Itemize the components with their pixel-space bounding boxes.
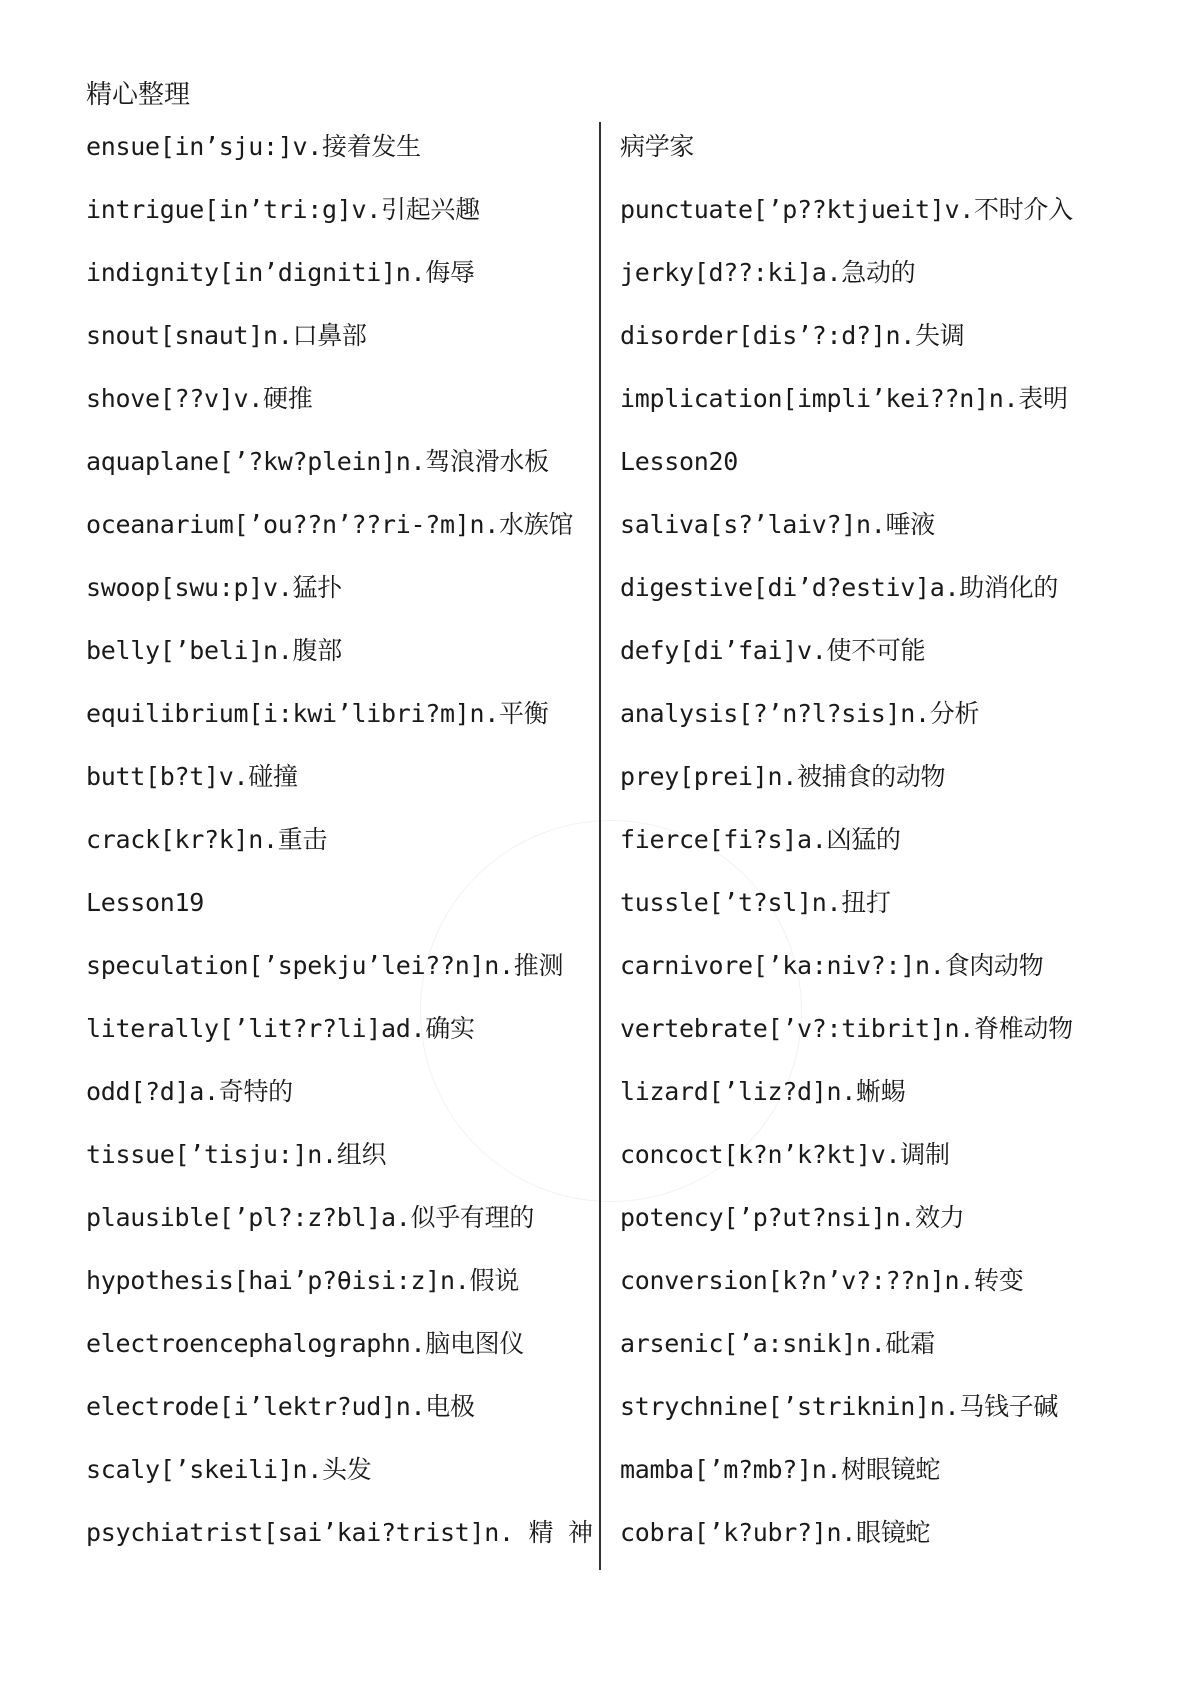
vocab-entry: potency[’p?ut?nsi]n.效力 (620, 1203, 965, 1232)
vocab-entry: crack[kr?k]n.重击 (86, 825, 328, 854)
vocab-entry: odd[?d]a.奇特的 (86, 1077, 293, 1106)
column-divider (599, 122, 601, 1570)
vocab-entry: concoct[k?n’k?kt]v.调制 (620, 1140, 950, 1169)
vocab-entry: vertebrate[’v?:tibrit]n.脊椎动物 (620, 1014, 1073, 1043)
vocab-entry-continuation: 病学家 (620, 132, 695, 161)
vocab-entry: electroencephalographn.脑电图仪 (86, 1329, 525, 1358)
vocab-entry: swoop[swu:p]v.猛扑 (86, 573, 342, 602)
vocab-entry: carnivore[’ka:niv?:]n.食肉动物 (620, 951, 1044, 980)
vocab-entry: butt[b?t]v.碰撞 (86, 762, 298, 791)
vocab-entry: tussle[’t?sl]n.扭打 (620, 888, 891, 917)
vocab-entry: jerky[d??:ki]a.急动的 (620, 258, 916, 287)
vocab-entry: oceanarium[’ou??n’??ri-?m]n.水族馆 (86, 510, 574, 539)
vocab-entry: saliva[s?’laiv?]n.唾液 (620, 510, 935, 539)
vocab-entry: plausible[’pl?:z?bl]a.似乎有理的 (86, 1203, 535, 1232)
vocab-entry: disorder[dis’?:d?]n.失调 (620, 321, 965, 350)
vocab-entry: psychiatrist[sai’kai?trist]n. 精 神 (86, 1518, 593, 1547)
vocab-entry: hypothesis[hai’p?θisi:z]n.假说 (86, 1266, 519, 1295)
vocab-entry: arsenic[’a:snik]n.砒霜 (620, 1329, 935, 1358)
vocab-entry: punctuate[’p??ktjueit]v.不时介入 (620, 195, 1073, 224)
vocab-entry: implication[impli’kei??n]n.表明 (620, 384, 1068, 413)
vocab-entry: speculation[’spekju’lei??n]n.推测 (86, 951, 564, 980)
vocab-entry: digestive[di’d?estiv]a.助消化的 (620, 573, 1059, 602)
vocab-entry: electrode[i’lektr?ud]n.电极 (86, 1392, 475, 1421)
vocab-entry: conversion[k?n’v?:??n]n.转变 (620, 1266, 1024, 1295)
right-column (620, 130, 1120, 1579)
vocab-entry: fierce[fi?s]a.凶猛的 (620, 825, 901, 854)
vocab-entry: ensue[in’sju:]v.接着发生 (86, 132, 421, 161)
vocab-entry: indignity[in’digniti]n.侮辱 (86, 258, 475, 287)
left-column (86, 130, 593, 1579)
vocab-entry: literally[’lit?r?li]ad.确实 (86, 1014, 475, 1043)
vocab-entry: intrigue[in’tri:g]v.引起兴趣 (86, 195, 480, 224)
lesson-heading: Lesson19 (86, 888, 205, 917)
vocab-entry: strychnine[’striknin]n.马钱子碱 (620, 1392, 1059, 1421)
vocab-entry: cobra[’k?ubr?]n.眼镜蛇 (620, 1518, 931, 1547)
vocab-entry: defy[di’fai]v.使不可能 (620, 636, 926, 665)
vocab-entry: aquaplane[’?kw?plein]n.驾浪滑水板 (86, 447, 549, 476)
vocab-entry: analysis[?’n?l?sis]n.分析 (620, 699, 980, 728)
vocab-entry: prey[prei]n.被捕食的动物 (620, 762, 946, 791)
lesson-heading: Lesson20 (620, 447, 739, 476)
vocab-entry: mamba[’m?mb?]n.树眼镜蛇 (620, 1455, 941, 1484)
vocab-entry: tissue[’tisju:]n.组织 (86, 1140, 387, 1169)
vocab-entry: belly[’beli]n.腹部 (86, 636, 342, 665)
vocab-entry: lizard[’liz?d]n.蜥蜴 (620, 1077, 906, 1106)
vocab-entry: equilibrium[i:kwi’libri?m]n.平衡 (86, 699, 549, 728)
vocab-entry: scaly[’skeili]n.头发 (86, 1455, 372, 1484)
vocab-entry: shove[??v]v.硬推 (86, 384, 313, 413)
vocab-entry: snout[snaut]n.口鼻部 (86, 321, 367, 350)
page-header: 精心整理 (86, 80, 191, 110)
